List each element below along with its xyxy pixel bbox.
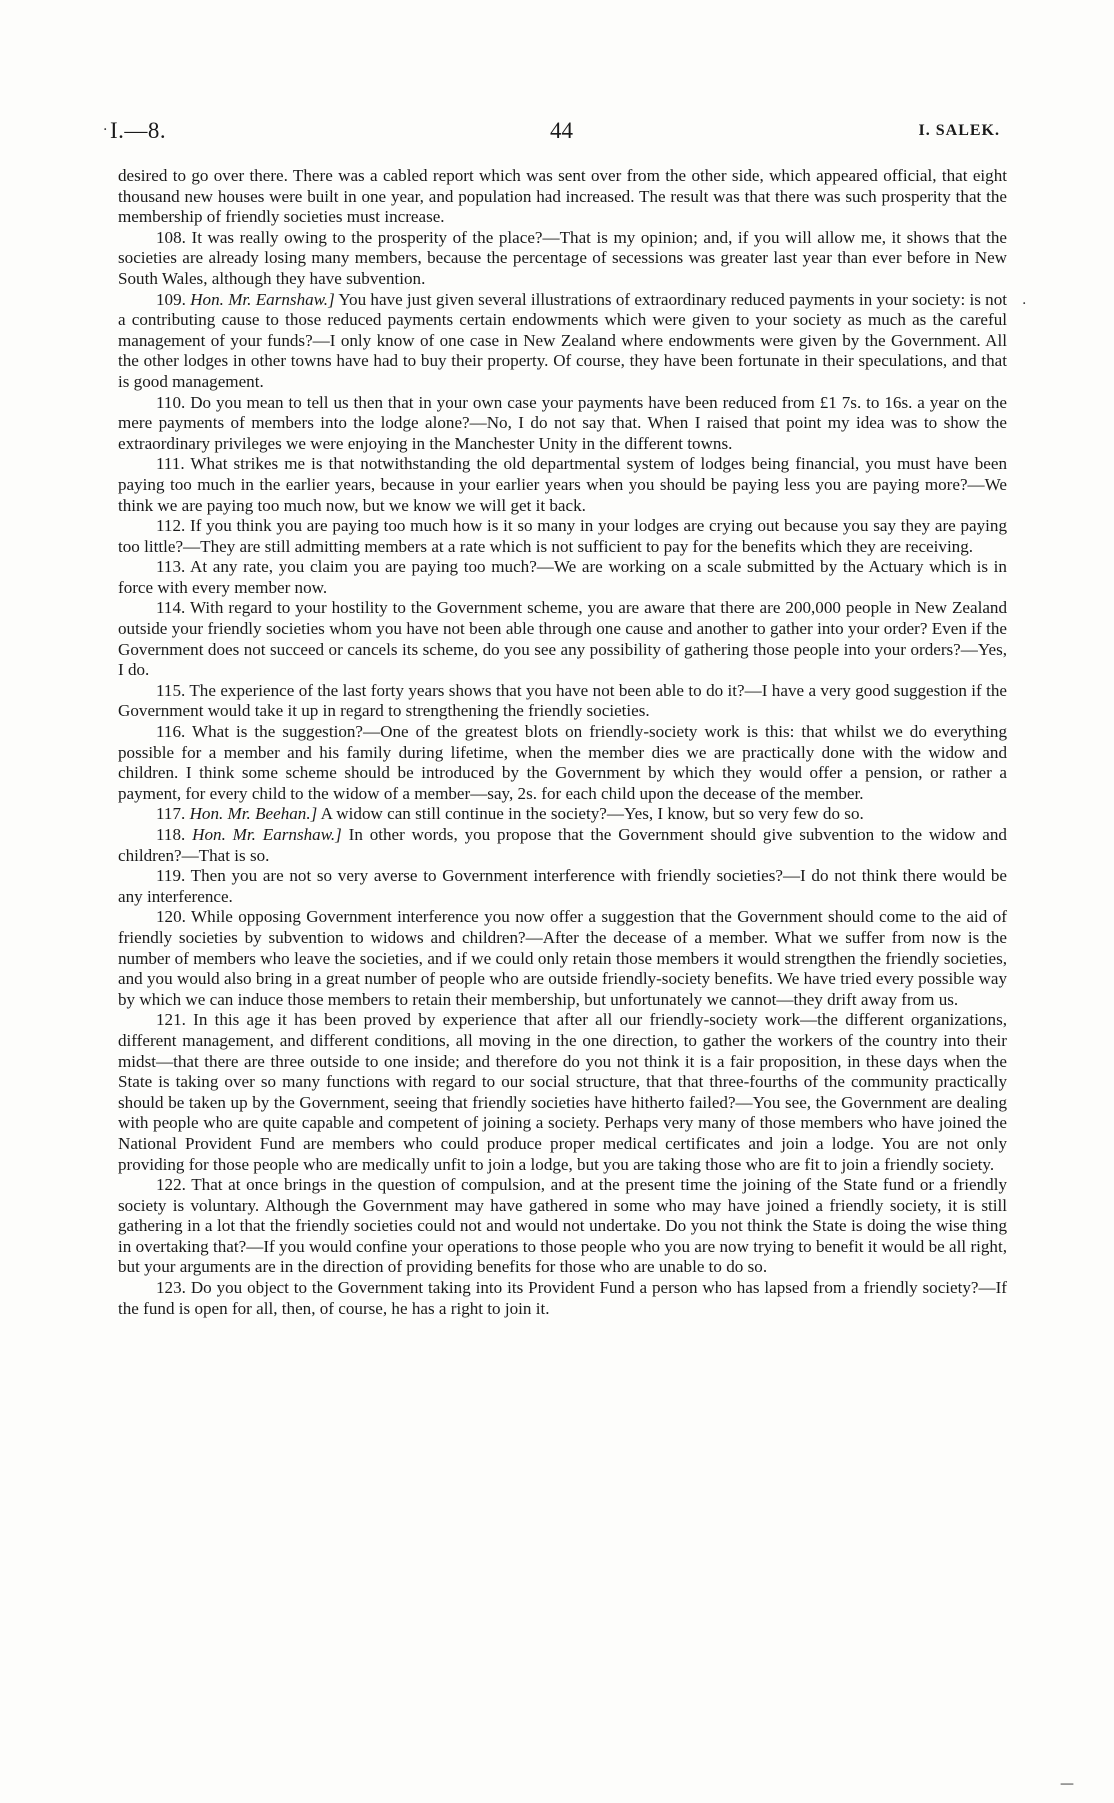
paragraph-text: desired to go over there. There was a cabled report which was sent over from the other side, which appeared official, that eight thousand new houses were built in one year, and population had increased. The result was that there was such prosperity that the membership of friendly societies must increase.: [118, 166, 1007, 227]
paragraph-text: While opposing Government interference you now offer a suggestion that the Government should come to the aid of friendly societies by subvention to widows and children?—After the decease of a member. What we suffer from now is the number of members who leave the societies, and if we could only retain those members it would strengthen the friendly societies, and you would also bring in a great number of people who are outside friendly-society benefits. We have tried every possible way by which we can induce those members to retain their membership, but unfortunately we cannot—they drift away from us.: [118, 907, 1007, 1009]
margin-dot-mark: ·: [1022, 296, 1027, 312]
paragraph: [118, 516, 1007, 557]
paragraph-text: You have just given several illustrations of extraordinary reduced payments in your society: is not a contributing cause to those reduced payments certain endowments which were given to your society as much as the careful management of your funds?—I only know of one case in New Zealand where endowments were given by the Government. All the other lodges in other towns have had to buy their property. Of course, they have been fortunate in their speculations, and that is good management.: [118, 289, 1008, 391]
paragraph: [118, 866, 1007, 907]
paragraph-text: At any rate, you claim you are paying too much?—We are working on a scale submitted by the Actuary which is in force with every member now.: [118, 557, 1007, 597]
margin-dot-mark: ·: [103, 122, 108, 138]
question-number: 112.: [156, 516, 186, 536]
paragraph-text: In this age it has been proved by experience that after all our friendly-society work—the different organizations, different management, and different conditions, all moving in the one direction, to gather the workers of the country into their midst—that there are three outside to one inside; and therefore do you not think it is a fair proposition, in these days when the State is taking over so many functions with regard to our social structure, that that three-fourths of the community practically should be taken up by the Government, seeing that friendly societies have hitherto failed?—You see, the Government are dealing with people who are quite capable and competent of joining a society. Perhaps very many of those members who have joined the National Provident Fund are members who could produce proper medical certificates and join a lodge. You are not only providing for those people who are medically unfit to join a lodge, but you are taking those who are fit to join a friendly society.: [118, 1010, 1008, 1174]
paragraph: [118, 228, 1007, 290]
question-number: 114.: [156, 598, 186, 618]
paragraph: [118, 825, 1007, 866]
body-text: [118, 166, 1007, 1319]
paragraph: [118, 166, 1007, 228]
question-number: 122.: [156, 1175, 186, 1195]
paragraph-text: It was really owing to the prosperity of the place?—That is my opinion; and, if you will allow me, it shows that the societies are already losing many members, because the percentage of secessions was greater last year than ever before in New South Wales, although they have subvention.: [118, 227, 1008, 288]
question-number: 109.: [156, 289, 186, 309]
paragraph: [118, 290, 1007, 393]
question-number: 119.: [156, 866, 186, 886]
paragraph-text: What is the suggestion?—One of the greatest blots on friendly-society work is this: that whilst we do everything possible for a member and his family during lifetime, when the member dies we are practically done with the widow and children. I think some scheme should be introduced by the Government by which they would offer a pension, or rather a payment, for every child to the widow of a member—say, 2s. for each child upon the decease of the member.: [118, 722, 1008, 803]
witness-name: I. SALEK.: [918, 122, 1000, 139]
paragraph: [118, 907, 1007, 1010]
document-reference: I.—8.: [110, 118, 167, 143]
question-number: 117.: [156, 804, 186, 824]
page-header: [110, 118, 1000, 148]
paragraph: [118, 1010, 1007, 1175]
paragraph: [118, 598, 1007, 680]
question-number: 110.: [156, 392, 186, 412]
question-number: 121.: [156, 1010, 186, 1030]
paragraph: [118, 1175, 1007, 1278]
paragraph: [118, 1278, 1007, 1319]
paragraph-text: That at once brings in the question of compulsion, and at the present time the joining of the State fund or a friendly society is voluntary. Although the Government may have gathered in some who may have joined a friendly society, it is still gathering in a lot that the friendly societies could not and would not undertake. Do you not think the State is doing the wise thing in overtaking that?—If you would confine your operations to those people who you are now trying to benefit it would be all right, but your arguments are in the direction of providing benefits for those who are unable to do so.: [118, 1175, 1007, 1277]
paragraph: [118, 681, 1007, 722]
paragraph-text: Then you are not so very averse to Government interference with friendly societies?—I do not think there would be any interference.: [118, 866, 1007, 906]
paragraph: [118, 722, 1007, 804]
question-number: 123.: [156, 1278, 186, 1298]
paragraph-text: In other words, you propose that the Government should give subvention to the widow and children?—That is so.: [118, 825, 1007, 865]
paragraph: [118, 557, 1007, 598]
paragraph-text: With regard to your hostility to the Government scheme, you are aware that there are 200,000 people in New Zealand outside your friendly societies whom you have not been able through one cause and another to gather into your order? Even if the Government does not succeed or cancels its scheme, do you see any possibility of gathering those people into your orders?—Yes, I do.: [118, 598, 1007, 680]
question-number: 111.: [156, 454, 185, 474]
question-number: 108.: [156, 227, 186, 247]
paragraph: [118, 454, 1007, 516]
paragraph-text: Do you mean to tell us then that in your own case your payments have been reduced from £1 7s. to 16s. a year on the mere payments of members into the lodge alone?—No, I do not say that. When I raised that point my idea was to show the extraordinary privileges we were enjoying in the Manchester Unity in the different towns.: [118, 392, 1007, 453]
paragraph: [118, 804, 1007, 825]
speaker-name: Hon. Mr. Earnshaw.]: [190, 289, 335, 309]
paragraph: [118, 393, 1007, 455]
question-number: 116.: [156, 722, 186, 742]
question-number: 115.: [156, 680, 186, 700]
paragraph-text: The experience of the last forty years shows that you have not been able to do it?—I have a very good suggestion if the Government would take it up in regard to strengthening the friendly societies.: [118, 680, 1007, 721]
speaker-name: Hon. Mr. Beehan.]: [189, 804, 318, 824]
paragraph-text: What strikes me is that notwithstanding the old departmental system of lodges being financial, you must have been paying too much in the earlier years, because in your earlier years when you should be paying less you are paying more?—We think we are paying too much now, but we know we will get it back.: [118, 454, 1008, 515]
page-number: 44: [550, 118, 573, 143]
question-number: 120.: [156, 907, 186, 927]
paragraph-text: If you think you are paying too much how is it so many in your lodges are crying out because you say they are paying too little?—They are still admitting members at a rate which is not sufficient to pay for the benefits which they are receiving.: [118, 516, 1007, 556]
question-number: 118.: [156, 825, 186, 844]
paragraph-text: Do you object to the Government taking into its Provident Fund a person who has lapsed from a friendly society?—If the fund is open for all, then, of course, he has a right to join it.: [118, 1278, 1007, 1318]
speaker-name: Hon. Mr. Earnshaw.]: [192, 825, 342, 844]
margin-dash-mark: —: [1060, 1776, 1074, 1792]
paragraph-text: A widow can still continue in the society?—Yes, I know, but so very few do so.: [320, 804, 864, 824]
question-number: 113.: [156, 557, 186, 577]
